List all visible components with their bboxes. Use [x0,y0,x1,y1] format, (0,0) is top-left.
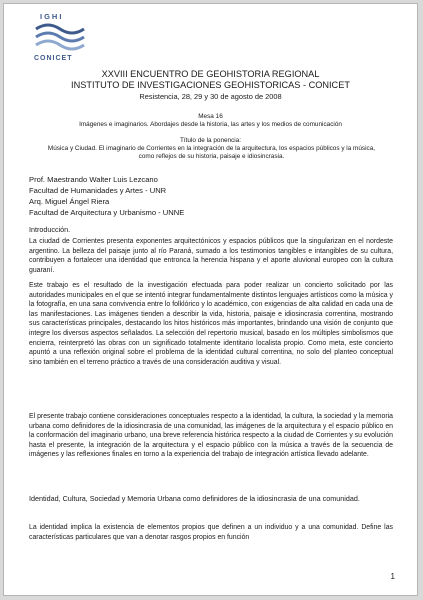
intro-heading: Introducción. [29,225,71,234]
intro-paragraph-2-wrap [29,281,393,367]
wave-logo-icon [34,21,86,55]
mesa-theme: Imágenes e imaginarios. Abordajes desde la historia, las artes y los medios de comunicación [79,121,342,128]
logo-top-text: IGHI [40,12,64,21]
author-1-name: Prof. Maestrando Walter Luis Lezcano [29,175,158,184]
intro-paragraph-1: La ciudad de Corrientes presenta exponentes arquitectónicos y espacios públicos que la singularizan en el nordeste argentino. La belleza del paisaje junto al río Paraná, sumado a los testimonios tangibles e intangibles de su cultura, contribuyen a fortalecer una identidad que entronca la herencia hispana y el aporte aluvional europeo con la cultura guaraní. [29,238,393,274]
author-list [29,174,393,218]
author-2-name: Arq. Miguel Ángel Riera [29,197,110,206]
section-2-paragraph-wrap [29,523,393,542]
conference-title [4,69,417,91]
section-2-paragraph-1: La identidad implica la existencia de elementos propios que definen a un individuo y a una comunidad. Define las características particulares que van a denotar rasgos propios en función [29,524,393,541]
document-page [3,3,418,596]
conference-line-2: INSTITUTO DE INVESTIGACIONES GEOHISTORICAS - CONICET [71,80,350,90]
intro-paragraph-2: Este trabajo es el resultado de la investigación efectuada para poder realizar un concierto solicitado por las autoridades municipales en el que se intentó integrar fundamentalmente distintos lenguajes artísticos como la música y la fotografía, en una sana convivencia entre lo folklórico y lo académico, con exigencias de alta calidad en cada una de las manifestaciones. Las imágenes tienden a describir la vida, historia, paisaje e idiosincrasia correntina, mostrando sus características principales, destacando los hitos históricos más importantes, brindando una visión de conjunto que integre los diversos aspectos señalados. La selección del repertorio musical, basado en los múltiples simbolismos que encierra, reinterpretó las obras con un significado totalmente identitario localista propio. Como meta, este concierto apuntó a una reflexión original sobre el problema de la identidad cultural correntina, no solo del planteo conceptual sino también en el terreno práctico a través de una consideración auditiva y visual. [29,282,393,366]
intro-paragraph-1-wrap [29,237,393,275]
author-1-affiliation: Facultad de Humanidades y Artes - UNR [29,186,167,195]
mesa-number: Mesa 16 [198,113,223,120]
ponencia-label: Título de la ponencia: [179,137,242,144]
logo-bottom-text: CONICET [34,55,73,62]
intro-paragraph-3-wrap [29,412,393,460]
page-number: 1 [390,572,395,581]
ponencia-title: Música y Ciudad. El imaginario de Corrientes en la integración de la arquitectura, los espacios públicos y la música, como reflejos de su historia, paisaje e idiosincrasia. [47,145,376,160]
conference-line-1: XXVIII ENCUENTRO DE GEOHISTORIA REGIONAL [101,69,320,79]
section-2-heading: Identidad, Cultura, Sociedad y Memoria Urbana como definidores de la idiosincrasia de una comunidad. [29,494,360,503]
intro-paragraph-3: El presente trabajo contiene consideraciones conceptuales respecto a la identidad, la cultura, la sociedad y la memoria urbana como definidores de la idiosincrasia de una comunidad, las imágenes de la arquitectura y el espacio público en la conformación del imaginario urbano, una breve referencia histórica respecto a la ciudad de Corrientes y su evolución hasta el presente, la integración de la arquitectura y el espacio público con la música a través de la secuencia de imágenes y las reflexiones finales en torno a la experiencia del trabajo de integración artística llevado adelante. [29,413,393,459]
ighi-conicet-logo [34,12,94,62]
author-2-affiliation: Facultad de Arquitectura y Urbanismo - UNNE [29,208,185,217]
conference-dates: Resistencia, 28, 29 y 30 de agosto de 2008 [139,92,282,101]
